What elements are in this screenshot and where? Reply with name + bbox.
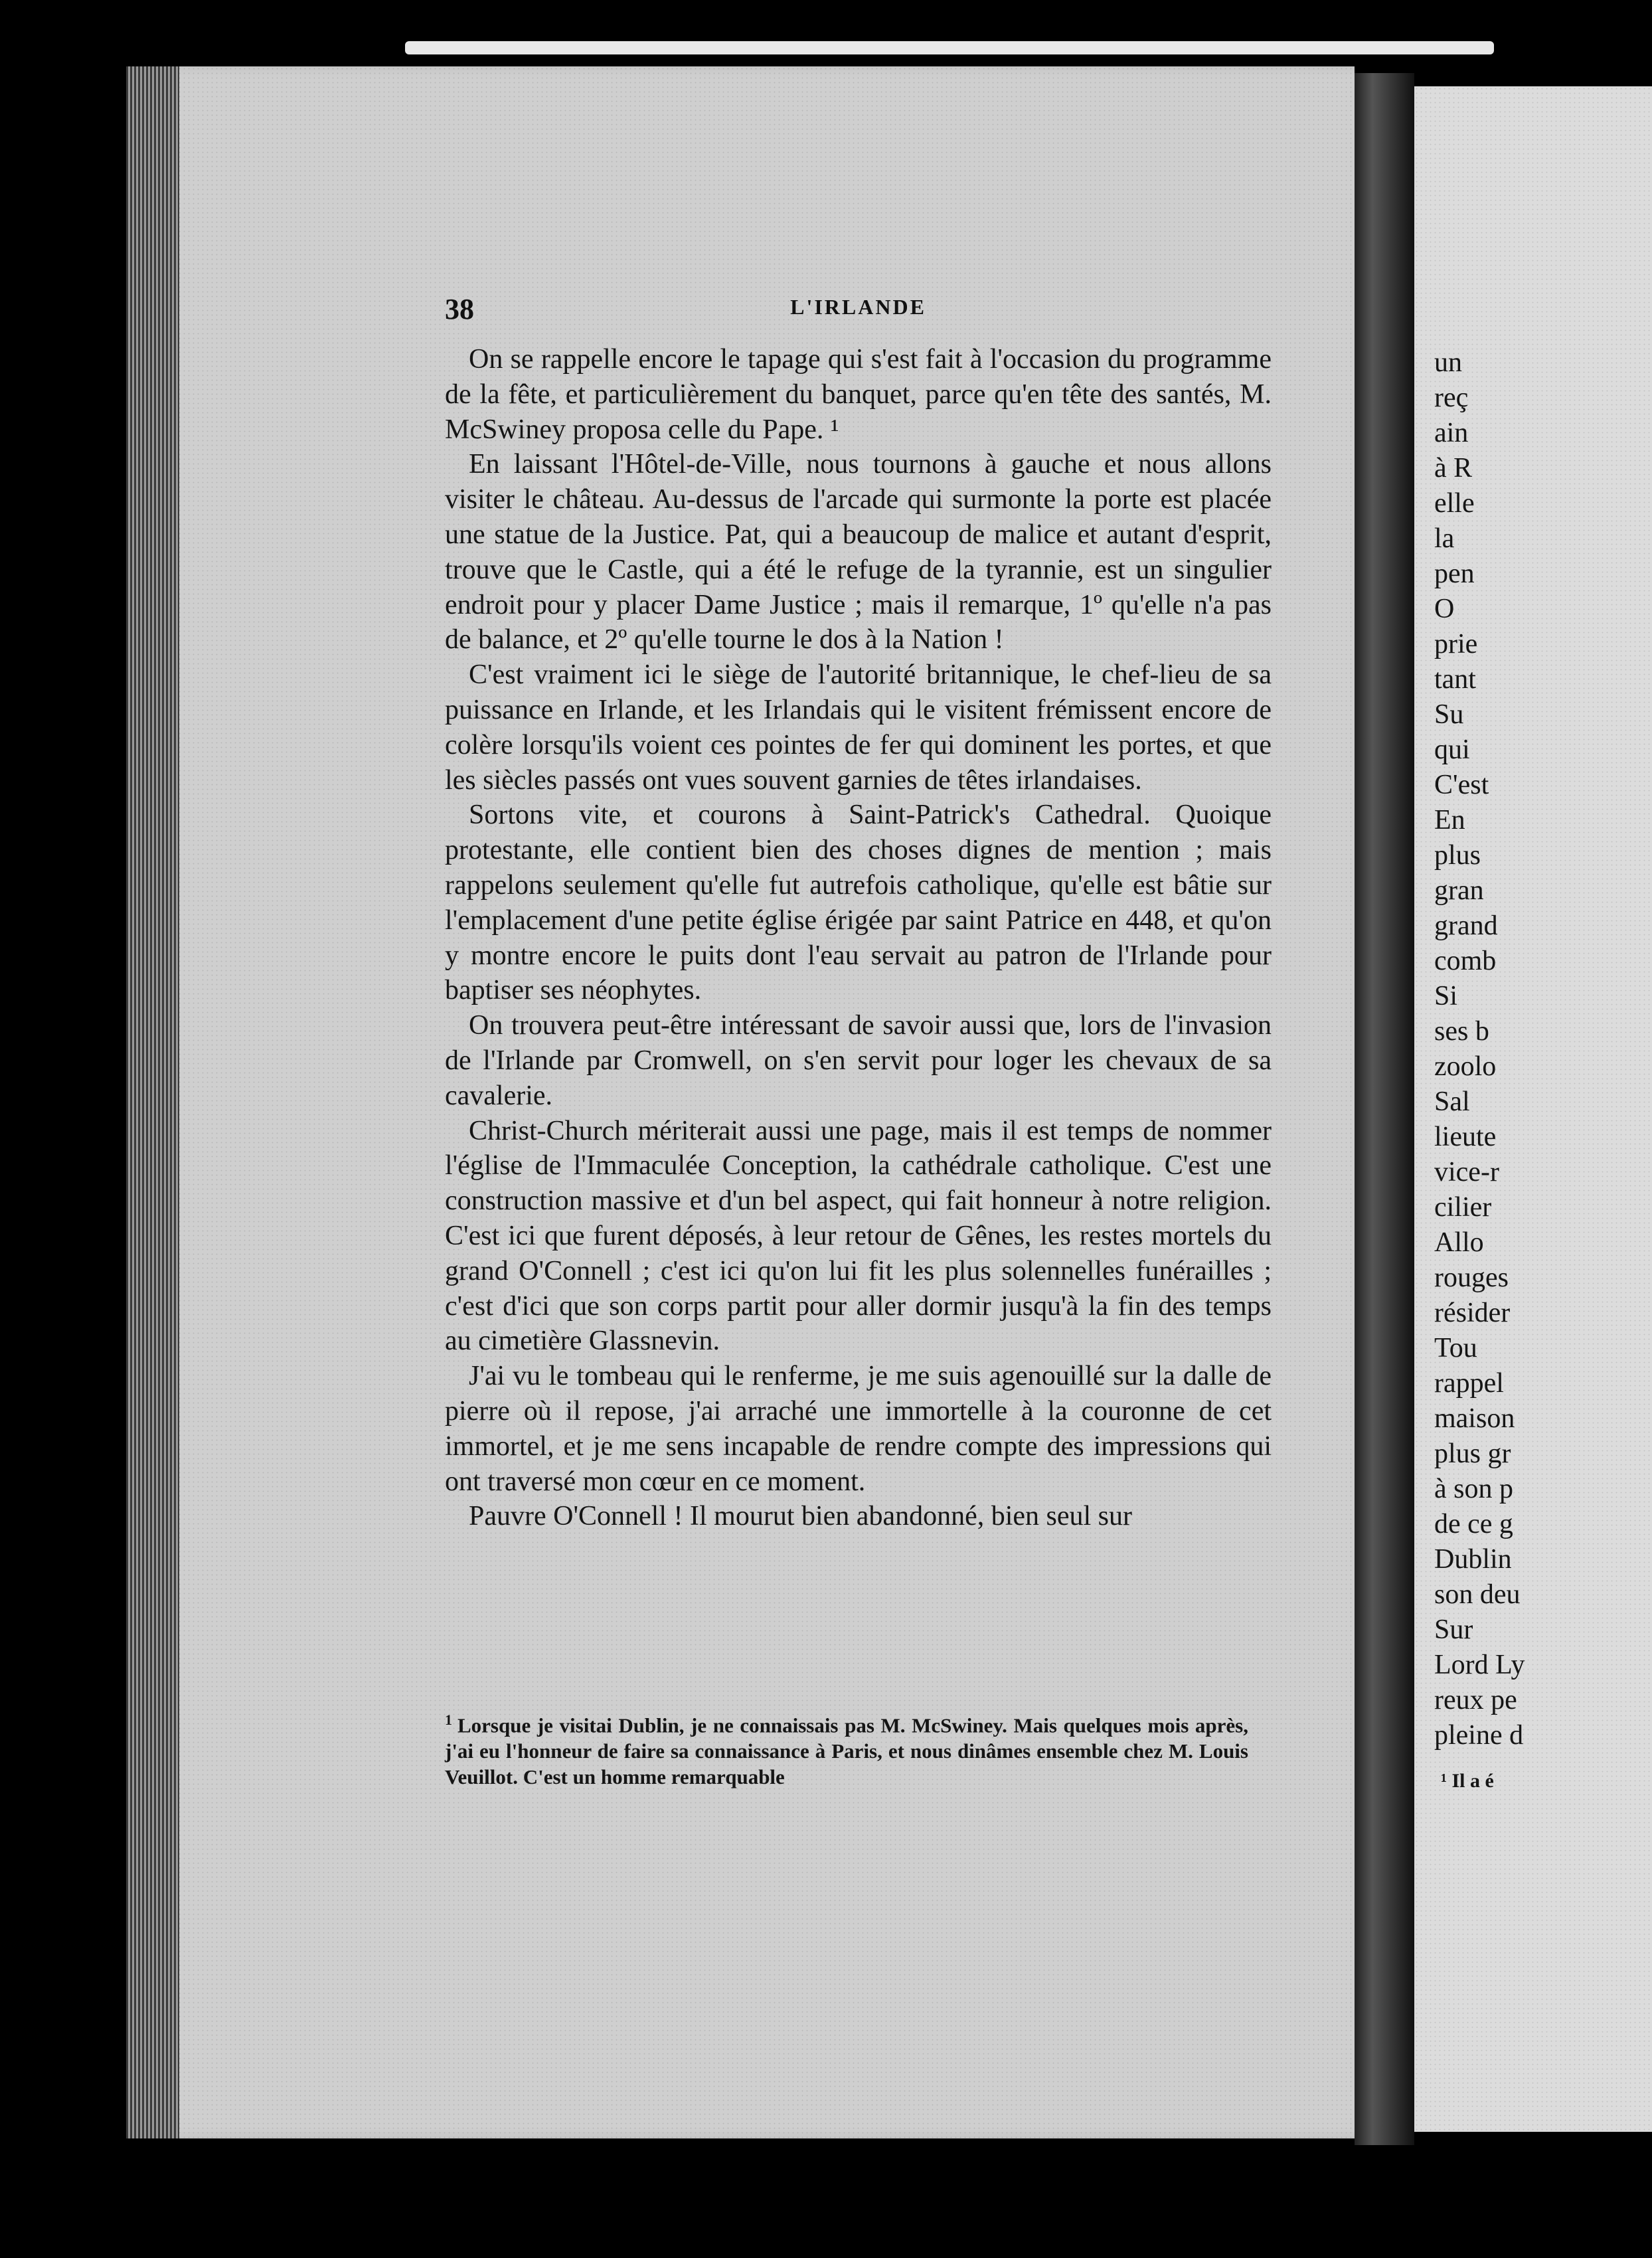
scan-border	[405, 41, 1494, 54]
right-page-line: elle	[1434, 488, 1475, 519]
right-page-line: pen	[1434, 559, 1475, 589]
right-page-line: à son p	[1434, 1474, 1513, 1504]
footnote	[445, 1707, 1248, 1790]
running-title: L'IRLANDE	[790, 295, 926, 319]
right-page-line: gran	[1434, 875, 1484, 906]
right-page-line: comb	[1434, 946, 1497, 976]
right-page-line: rouges	[1434, 1262, 1509, 1293]
right-page-line: pleine d	[1434, 1720, 1524, 1751]
right-page-line: Su	[1434, 699, 1464, 730]
right-page-line: grand	[1434, 911, 1498, 941]
right-page-line: lieute	[1434, 1122, 1497, 1152]
right-page-line: cilier	[1434, 1192, 1492, 1223]
paragraph: On trouvera peut-être intéressant de savoir aussi que, lors de l'invasion de l'Irlande par Cromwell, on s'en servit pour loger les chevaux de sa cavalerie.	[445, 1010, 1272, 1111]
right-page-line: Tou	[1434, 1333, 1477, 1363]
footnote-marker: 1	[445, 1711, 452, 1728]
footnote-text: Lorsque je visitai Dublin, je ne connaissais pas M. McSwiney. Mais quelques mois après, j'ai eu l'honneur de faire sa connaissance à Paris, et nous dinâmes ensemble chez M. Louis Veuillot. C'est un homme remarquable	[445, 1713, 1248, 1789]
paragraph: Sortons vite, et courons à Saint-Patrick's Cathedral. Quoique protestante, elle contient bien des choses dignes de mention ; mais rappelons seulement qu'elle fut autrefois catholique, qu'elle est bâtie sur l'emplacement d'une petite église érigée par saint Patrice en 448, et qu'on y montre encore le puits dont l'eau servait au patron de l'Irlande pour baptiser ses néophytes.	[445, 800, 1272, 1006]
right-page-line: à R	[1434, 453, 1473, 483]
right-page-line: zoolo	[1434, 1051, 1497, 1082]
right-page-line: Lord Ly	[1434, 1650, 1525, 1680]
right-page-line: résider	[1434, 1298, 1511, 1328]
right-page-line: O	[1434, 594, 1455, 624]
paragraph: On se rappelle encore le tapage qui s'est fait à l'occasion du programme de la fête, et particulièrement du banquet, parce qu'en tête des santés, M. McSwiney proposa celle du Pape. ¹	[445, 344, 1272, 445]
right-page-line: vice-r	[1434, 1157, 1499, 1187]
page-edge	[126, 66, 179, 2138]
right-page-line: tant	[1434, 664, 1476, 695]
right-page-line: C'est	[1434, 770, 1489, 800]
paragraph: En laissant l'Hôtel-de-Ville, nous tournons à gauche et nous allons visiter le château. Au-dessus de l'arcade qui surmonte la porte est placée une statue de la Justice. Pat, qui a beaucoup de malice et autant d'esprit, trouve que le Castle, qui a été le refuge de la tyrannie, est un singulier endroit pour y placer Dame Justice ; mais il remarque, 1º qu'elle n'a pas de balance, et 2º qu'elle tourne le dos à la Nation !	[445, 449, 1272, 655]
right-page-line: un	[1434, 347, 1462, 378]
right-page-line: reux pe	[1434, 1685, 1517, 1715]
right-page-line: de ce g	[1434, 1509, 1513, 1539]
right-page-line: Sal	[1434, 1086, 1470, 1117]
right-page-line: Si	[1434, 981, 1458, 1011]
paragraph: C'est vraiment ici le siège de l'autorité britannique, le chef-lieu de sa puissance en Irlande, et les Irlandais qui le visitent frémissent encore de colère lorsqu'ils voient ces pointes de fer qui dominent les portes, et que les siècles passés ont vues souvent garnies de têtes irlandaises.	[445, 659, 1272, 796]
page-number: 38	[445, 293, 474, 325]
paragraphs	[445, 342, 1272, 1534]
right-page-line: qui	[1434, 735, 1470, 765]
right-page-line: Allo	[1434, 1227, 1484, 1258]
right-page-line: En	[1434, 805, 1465, 835]
paragraph: Pauvre O'Connell ! Il mourut bien abandonné, bien seul sur	[469, 1501, 1133, 1532]
right-page-line: son deu	[1434, 1579, 1521, 1610]
right-page-line: maison	[1434, 1403, 1515, 1434]
right-page-line: prie	[1434, 629, 1478, 659]
right-page-text	[1434, 345, 1652, 1753]
right-page-line: Sur	[1434, 1614, 1473, 1645]
book-gutter	[1355, 73, 1414, 2145]
right-page-line: plus	[1434, 840, 1481, 871]
paragraph: Christ-Church mériterait aussi une page, mais il est temps de nommer l'église de l'Immaculée Conception, la cathédrale catholique. C'est une construction massive et d'un bel aspect, qui fait honneur à notre religion. C'est ici que furent déposés, à leur retour de Gênes, les restes mortels du grand O'Connell ; c'est ici qu'on lui fit les plus solennelles funérailles ; c'est d'ici que son corps partit pour aller dormir jusqu'à la fin des temps au cimetière Glassnevin.	[445, 1115, 1272, 1357]
running-head	[445, 292, 1272, 325]
right-page-line: reç	[1434, 383, 1469, 413]
right-page-footnote: ¹ Il a é	[1441, 1770, 1494, 1792]
paragraph: J'ai vu le tombeau qui le renferme, je me suis agenouillé sur la dalle de pierre où il repose, j'ai arraché une immortelle à la couronne de cet immortel, et je me sens incapable de rendre compte des impressions qui ont traversé mon cœur en ce moment.	[445, 1361, 1272, 1497]
right-page-line: la	[1434, 523, 1455, 554]
right-page-line: ain	[1434, 418, 1469, 448]
right-page-line: ses b	[1434, 1016, 1489, 1047]
right-page-line: rappel	[1434, 1368, 1504, 1399]
right-page-line: Dublin	[1434, 1544, 1512, 1575]
right-page-line: plus gr	[1434, 1438, 1511, 1469]
